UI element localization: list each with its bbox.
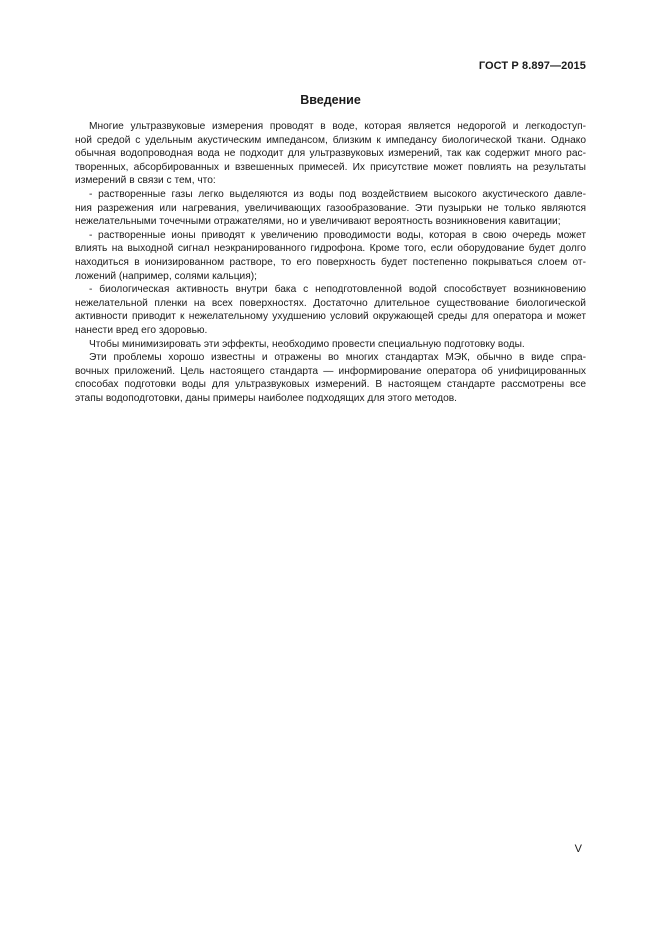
- section-title: Введение: [300, 93, 361, 107]
- text-line: нежелательными точечными отражателями, но и увеличивают вероятность возникновения кавитации;: [75, 216, 561, 228]
- text-line: - растворенные ионы приводят к увеличению проводимости воды, которая в свою очередь может: [89, 229, 586, 241]
- text-line: измерений в связи с тем, что:: [75, 175, 216, 187]
- document-code: ГОСТ Р 8.897—2015: [478, 60, 586, 72]
- text-line: Многие ультразвуковые измерения проводят в воде, которая является недорогой и легкодоступ-: [89, 121, 586, 132]
- text-line: активности приводит к нежелательному ухудшению условий окружающей среды для оператора и может: [75, 311, 586, 323]
- text-line: - растворенные газы легко выделяются из воды под воздействием высокого акустического давле-: [89, 188, 586, 200]
- text-line: этапы водоподготовки, даны примеры наиболее подходящих для этого методов.: [75, 392, 457, 404]
- text-line: вочных приложений. Цель настоящего стандарта — информирование оператора об унифицированных: [75, 365, 586, 377]
- text-line: ния разрежения или нагревания, увеличивающих газообразование. Эти пузырьки не только являются: [75, 202, 586, 214]
- text-line: - биологическая активность внутри бака с неподготовленной водой способствует возникновению: [89, 284, 586, 296]
- text-line: ной средой с удельным акустическим импедансом, близким к импедансу биологической ткани. Однако: [75, 134, 586, 146]
- text-line: способах подготовки воды для ультразвуковых измерений. В настоящем стандарте рассмотрены все: [75, 379, 586, 391]
- text-line: обычная водопроводная вода не подходит для ультразвуковых измерений, так как содержит много рас-: [75, 148, 586, 160]
- text-line: творенных, абсорбированных и взвешенных примесей. Их присутствие может повлиять на результаты: [75, 161, 586, 173]
- text-line: Эти проблемы хорошо известны и отражены во многих стандартах МЭК, обычно в виде спра-: [89, 352, 586, 364]
- text-line: нанести вред его здоровью.: [75, 324, 208, 336]
- text-line: ложений (например, солями кальция);: [75, 270, 257, 282]
- text-line: влиять на выходной сигнал неэкранированного гидрофона. Кроме того, если оборудование будет долго: [75, 243, 586, 255]
- page-number: V: [574, 843, 582, 855]
- text-line: находиться в ионизированном растворе, то его поверхность будет постепенно покрываться слоем от-: [75, 256, 586, 268]
- text-line: Чтобы минимизировать эти эффекты, необходимо провести специальную подготовку воды.: [89, 338, 525, 350]
- text-line: нежелательной пленки на всех поверхностях. Достаточно длительное существование биологической: [75, 297, 586, 309]
- body-text: [75, 120, 586, 405]
